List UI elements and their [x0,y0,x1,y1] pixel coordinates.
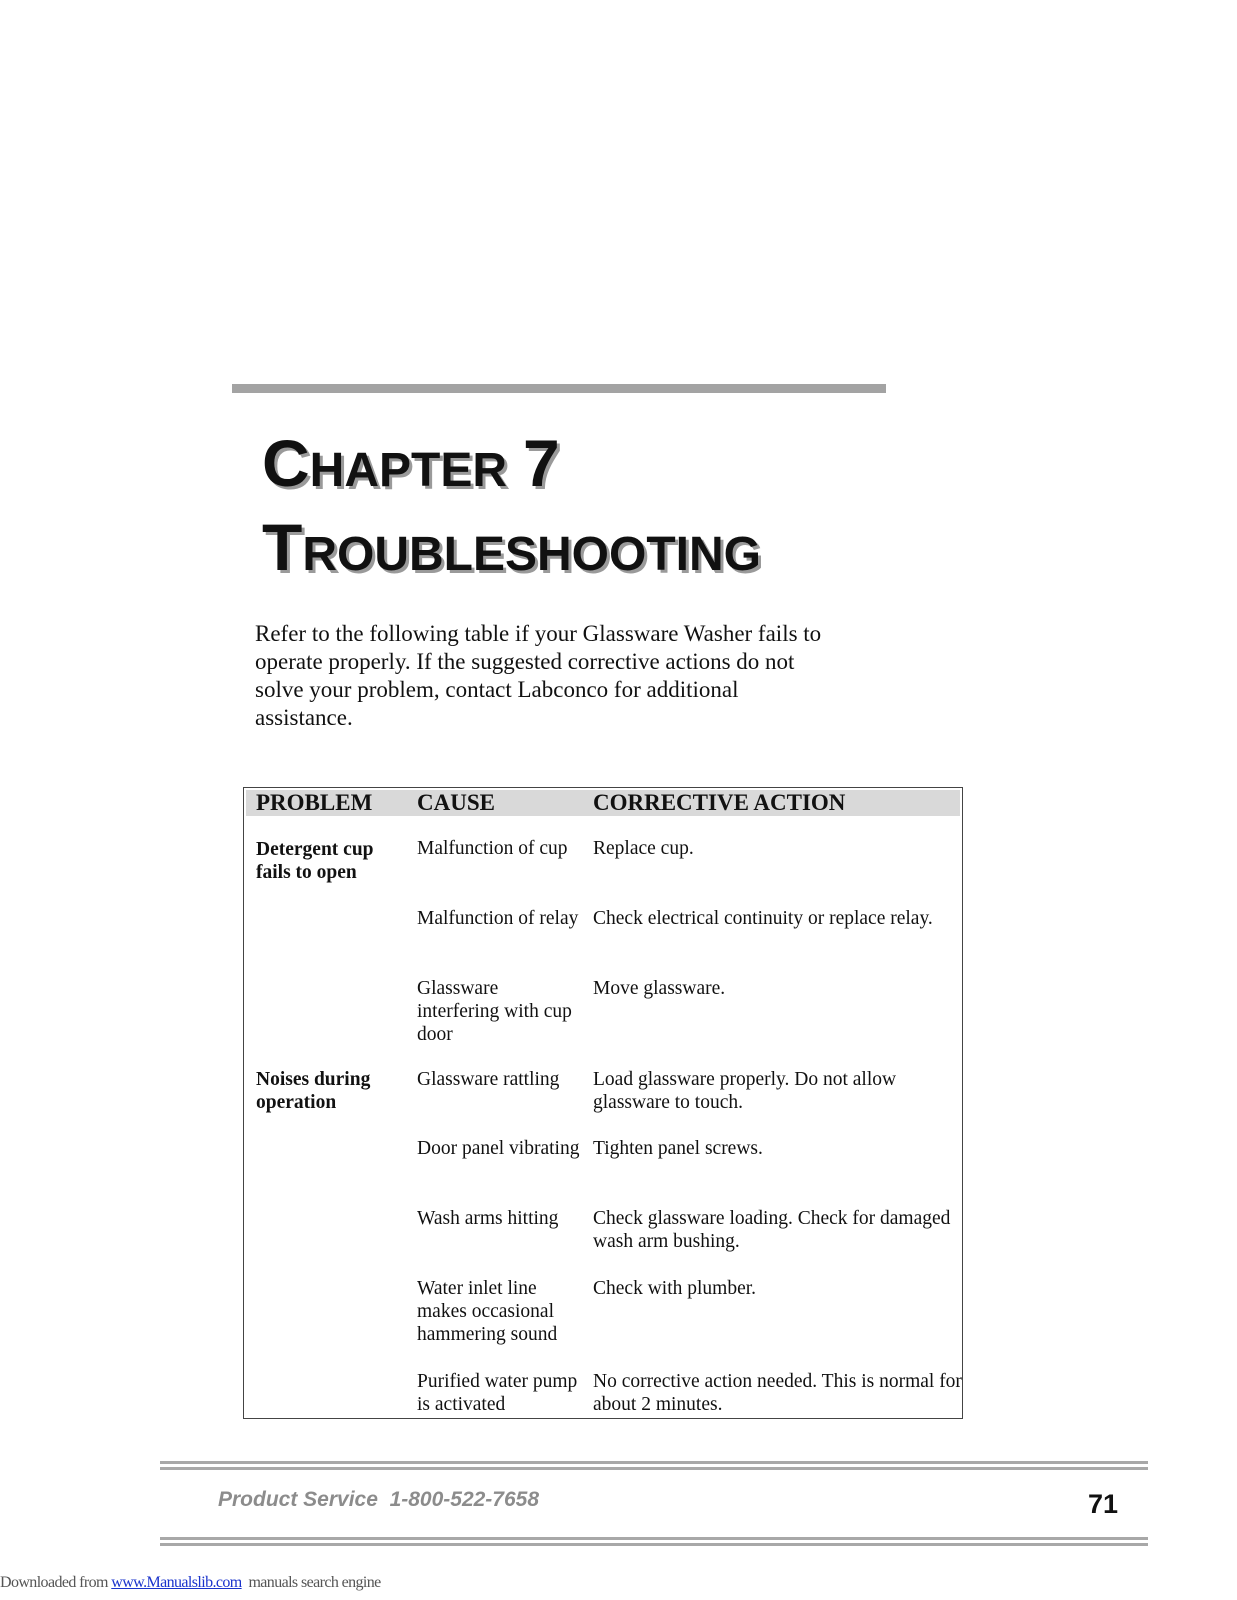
troubleshooting-table [243,787,963,1419]
cause-cell: Glassware interfering with cup door [417,978,572,1045]
product-service-line: Product Service 1-800-522-7658 [218,1488,540,1511]
chapter-top-rule [232,384,886,393]
action-cell: Check electrical continuity or replace relay. [593,908,933,929]
footer-bottom-rule [160,1537,1148,1540]
cause-cell: Glassware rattling [417,1069,560,1090]
cause-cell: Malfunction of cup [417,838,568,859]
header-problem: PROBLEM [256,790,373,815]
download-prefix: Downloaded from [0,1574,112,1591]
chapter-title-initial: T [262,510,303,584]
intro-paragraph: Refer to the following table if your Glassware Washer fails to operate properly. If the suggested corrective actions do not solve your problem, contact Labconco for additional assistance. [255,621,822,730]
action-cell: Check with plumber. [593,1278,757,1299]
chapter-word: HAPTER [309,444,508,497]
header-cause: CAUSE [417,790,495,815]
cause-cell: Purified water pump is activated [417,1371,578,1415]
action-cell: Move glassware. [593,978,726,999]
footer-top-rule [160,1461,1148,1464]
chapter-title: ROUBLESHOOTING [302,528,761,581]
chapter-initial: C [262,426,310,500]
cause-cell: Wash arms hitting [417,1208,559,1229]
manualslib-link[interactable]: www.Manualslib.com [111,1574,242,1591]
action-cell: Tighten panel screws. [593,1138,763,1159]
chapter-heading [262,426,761,598]
cause-cell: Water inlet line makes occasional hammering sound [417,1278,558,1345]
cause-cell: Malfunction of relay [417,908,579,929]
footer-bottom-rule-2 [160,1543,1148,1546]
problem-noises: Noises during operation [256,1069,371,1113]
chapter-number-line [262,426,761,514]
problem-detergent-cup: Detergent cup fails to open [256,839,374,883]
action-cell: No corrective action needed. This is normal for about 2 minutes. [593,1371,962,1415]
chapter-number: 7 [523,426,560,500]
action-cell: Check glassware loading. Check for damaged wash arm bushing. [593,1208,951,1252]
chapter-title-line [262,510,761,598]
cause-cell: Door panel vibrating [417,1138,580,1159]
footer-top-rule-2 [160,1467,1148,1470]
action-cell: Replace cup. [593,838,694,859]
action-cell: Load glassware properly. Do not allow glassware to touch. [593,1069,897,1113]
header-corrective-action: CORRECTIVE ACTION [593,790,846,815]
download-note [0,1574,381,1592]
download-suffix: manuals search engine [241,1574,381,1591]
page-number: 71 [1088,1489,1119,1519]
